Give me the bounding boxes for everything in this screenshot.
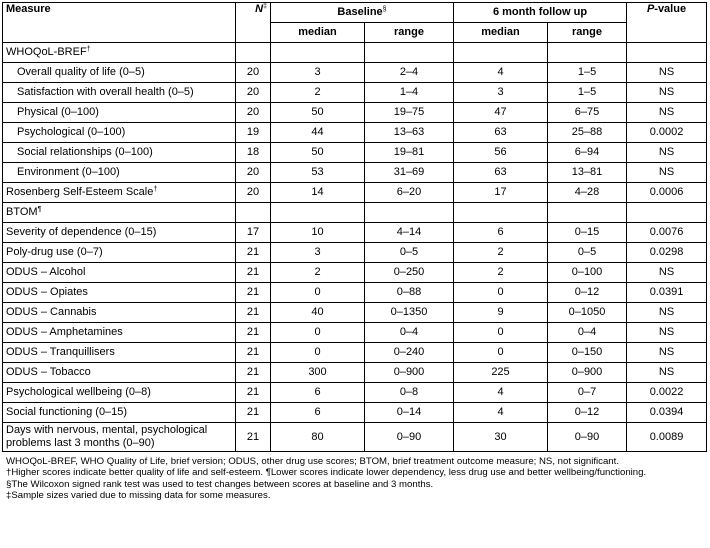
p-value-cell: 0.0002 (627, 123, 707, 143)
measure-cell (3, 163, 236, 183)
footnotes (2, 456, 706, 502)
followup-median-cell (454, 43, 548, 63)
measure-cell (3, 243, 236, 263)
measure-cell (3, 383, 236, 403)
measure-label: ODUS – Amphetamines (6, 326, 123, 338)
p-value-cell: 0.0089 (627, 423, 707, 452)
p-value-header-italic: P (646, 3, 655, 15)
p-value-cell: NS (627, 143, 707, 163)
baseline-median-cell: 0 (271, 323, 365, 343)
n-cell (236, 43, 271, 63)
baseline-median-cell: 10 (271, 223, 365, 243)
baseline-median-header: median (271, 23, 365, 43)
baseline-range-cell: 0–90 (365, 423, 454, 452)
header-row-1 (3, 3, 707, 23)
baseline-median-cell: 6 (271, 383, 365, 403)
n-cell: 21 (236, 303, 271, 323)
followup-median-cell: 63 (454, 123, 548, 143)
followup-range-cell: 4–28 (548, 183, 627, 203)
measure-cell (3, 183, 236, 203)
baseline-range-cell: 13–63 (365, 123, 454, 143)
baseline-range-cell: 1–4 (365, 83, 454, 103)
baseline-median-cell: 3 (271, 243, 365, 263)
followup-range-cell: 13–81 (548, 163, 627, 183)
n-cell: 19 (236, 123, 271, 143)
n-cell: 20 (236, 163, 271, 183)
baseline-range-cell: 0–250 (365, 263, 454, 283)
footnote-line: §The Wilcoxon signed rank test was used to test changes between scores at baseline and 3 months. (6, 478, 434, 490)
p-value-header (627, 3, 707, 43)
measure-cell (3, 43, 236, 63)
p-value-cell: 0.0022 (627, 383, 707, 403)
measure-label: Social functioning (0–15) (6, 406, 128, 418)
followup-range-cell: 6–94 (548, 143, 627, 163)
followup-median-cell: 4 (454, 403, 548, 423)
p-value-header-rest: -value (654, 3, 687, 15)
followup-range-cell: 0–150 (548, 343, 627, 363)
section-row (3, 43, 707, 63)
measure-cell (3, 223, 236, 243)
n-cell: 20 (236, 103, 271, 123)
measure-label: WHOQoL-BREF (6, 46, 87, 58)
table-row (3, 243, 707, 263)
followup-range-cell: 0–12 (548, 403, 627, 423)
measure-label: Days with nervous, mental, psychological problems last 3 months (0–90) (6, 424, 208, 449)
measure-cell (3, 423, 236, 452)
n-cell: 21 (236, 363, 271, 383)
p-value-cell: 0.0076 (627, 223, 707, 243)
followup-median-cell: 56 (454, 143, 548, 163)
followup-range-cell: 25–88 (548, 123, 627, 143)
table-row (3, 303, 707, 323)
measure-label: Rosenberg Self-Esteem Scale (6, 186, 154, 198)
followup-median-cell (454, 203, 548, 223)
measure-cell (3, 283, 236, 303)
measure-label: Physical (0–100) (17, 106, 99, 118)
followup-range-cell (548, 43, 627, 63)
baseline-range-cell: 0–240 (365, 343, 454, 363)
measure-label: ODUS – Opiates (6, 286, 88, 298)
followup-range-header: range (548, 23, 627, 43)
n-cell: 17 (236, 223, 271, 243)
followup-median-cell: 17 (454, 183, 548, 203)
results-table (2, 2, 707, 452)
baseline-range-cell: 0–1350 (365, 303, 454, 323)
followup-range-cell (548, 203, 627, 223)
p-value-cell: 0.0298 (627, 243, 707, 263)
baseline-range-cell: 31–69 (365, 163, 454, 183)
baseline-header-label: Baseline (337, 6, 383, 18)
measure-cell (3, 303, 236, 323)
p-value-cell: NS (627, 363, 707, 383)
baseline-median-cell: 14 (271, 183, 365, 203)
table-row (3, 183, 707, 203)
table-row (3, 163, 707, 183)
table-row (3, 103, 707, 123)
section-row (3, 203, 707, 223)
p-value-cell: 0.0391 (627, 283, 707, 303)
measure-label: Satisfaction with overall health (0–5) (17, 86, 194, 98)
footnote-line: WHOQoL-BREF, WHO Quality of Life, brief version; ODUS, other drug use scores; BTOM, brief treatment outcome measure; NS, not significant. (6, 456, 619, 467)
table-row (3, 343, 707, 363)
p-value-cell (627, 43, 707, 63)
baseline-header-mark: § (382, 6, 387, 13)
baseline-median-cell: 2 (271, 83, 365, 103)
baseline-median-cell: 50 (271, 103, 365, 123)
measure-cell (3, 123, 236, 143)
p-value-cell: NS (627, 263, 707, 283)
table-row (3, 423, 707, 452)
followup-median-cell: 0 (454, 343, 548, 363)
baseline-median-cell: 2 (271, 263, 365, 283)
measure-cell (3, 143, 236, 163)
baseline-range-cell: 0–5 (365, 243, 454, 263)
baseline-range-cell: 0–88 (365, 283, 454, 303)
n-cell: 21 (236, 243, 271, 263)
n-cell: 21 (236, 263, 271, 283)
p-value-cell: NS (627, 323, 707, 343)
p-value-cell: 0.0006 (627, 183, 707, 203)
p-value-cell: NS (627, 103, 707, 123)
measure-label: ODUS – Alcohol (6, 266, 86, 278)
measure-cell (3, 343, 236, 363)
baseline-median-cell: 44 (271, 123, 365, 143)
n-cell: 21 (236, 403, 271, 423)
baseline-range-cell: 0–900 (365, 363, 454, 383)
p-value-cell: NS (627, 343, 707, 363)
baseline-median-cell: 50 (271, 143, 365, 163)
baseline-median-cell (271, 43, 365, 63)
table-row (3, 403, 707, 423)
table-row (3, 323, 707, 343)
followup-median-cell: 30 (454, 423, 548, 452)
p-value-cell: NS (627, 83, 707, 103)
followup-median-header: median (454, 23, 548, 43)
baseline-range-cell: 0–8 (365, 383, 454, 403)
followup-median-cell: 3 (454, 83, 548, 103)
table-row (3, 223, 707, 243)
n-cell: 21 (236, 283, 271, 303)
measure-label: Psychological (0–100) (17, 126, 126, 138)
followup-range-cell: 1–5 (548, 83, 627, 103)
followup-range-cell: 6–75 (548, 103, 627, 123)
table-body (3, 43, 707, 452)
followup-median-cell: 63 (454, 163, 548, 183)
followup-median-cell: 6 (454, 223, 548, 243)
n-cell (236, 203, 271, 223)
table-row (3, 363, 707, 383)
measure-cell (3, 403, 236, 423)
followup-range-cell: 0–90 (548, 423, 627, 452)
measure-cell (3, 263, 236, 283)
baseline-range-header: range (365, 23, 454, 43)
measure-label: BTOM (6, 206, 38, 218)
followup-median-cell: 225 (454, 363, 548, 383)
table-row (3, 63, 707, 83)
n-cell: 21 (236, 343, 271, 363)
footnote-mark: † (86, 46, 91, 53)
measure-label: ODUS – Tranquillisers (6, 346, 115, 358)
p-value-cell (627, 203, 707, 223)
baseline-median-cell: 3 (271, 63, 365, 83)
followup-range-cell: 0–12 (548, 283, 627, 303)
followup-median-cell: 2 (454, 263, 548, 283)
followup-median-cell: 0 (454, 323, 548, 343)
baseline-median-cell: 80 (271, 423, 365, 452)
followup-range-cell: 0–900 (548, 363, 627, 383)
measure-label: Poly-drug use (0–7) (6, 246, 103, 258)
n-cell: 18 (236, 143, 271, 163)
footnote-mark: † (153, 186, 158, 193)
n-cell: 20 (236, 183, 271, 203)
baseline-range-cell: 19–75 (365, 103, 454, 123)
baseline-range-cell: 6–20 (365, 183, 454, 203)
measure-cell (3, 203, 236, 223)
measure-cell (3, 83, 236, 103)
n-header-mark: ‡ (263, 3, 267, 10)
measure-cell (3, 63, 236, 83)
n-cell: 20 (236, 83, 271, 103)
measure-label: ODUS – Tobacco (6, 366, 91, 378)
baseline-range-cell: 4–14 (365, 223, 454, 243)
measure-label: Environment (0–100) (17, 166, 120, 178)
followup-median-cell: 47 (454, 103, 548, 123)
followup-median-cell: 4 (454, 63, 548, 83)
p-value-cell: NS (627, 63, 707, 83)
followup-range-cell: 0–15 (548, 223, 627, 243)
table-row (3, 283, 707, 303)
followup-median-cell: 9 (454, 303, 548, 323)
followup-range-cell: 0–5 (548, 243, 627, 263)
baseline-range-cell (365, 43, 454, 63)
baseline-median-cell: 300 (271, 363, 365, 383)
followup-median-cell: 2 (454, 243, 548, 263)
baseline-median-cell (271, 203, 365, 223)
baseline-header (271, 3, 454, 23)
n-header (236, 3, 271, 43)
p-value-cell: NS (627, 163, 707, 183)
table-container (2, 2, 706, 502)
followup-range-cell: 0–4 (548, 323, 627, 343)
footnote-mark: ¶ (37, 206, 42, 213)
n-cell: 21 (236, 383, 271, 403)
n-header-label: N (255, 3, 264, 15)
followup-median-cell: 4 (454, 383, 548, 403)
n-cell: 21 (236, 323, 271, 343)
measure-label: Overall quality of life (0–5) (17, 66, 145, 78)
followup-range-cell: 0–1050 (548, 303, 627, 323)
measure-label: ODUS – Cannabis (6, 306, 97, 318)
baseline-median-cell: 0 (271, 283, 365, 303)
table-row (3, 83, 707, 103)
baseline-range-cell: 0–4 (365, 323, 454, 343)
measure-cell (3, 103, 236, 123)
p-value-cell: NS (627, 303, 707, 323)
followup-header: 6 month follow up (454, 3, 627, 23)
baseline-median-cell: 40 (271, 303, 365, 323)
baseline-range-cell: 0–14 (365, 403, 454, 423)
table-row (3, 383, 707, 403)
baseline-range-cell: 19–81 (365, 143, 454, 163)
footnote-line: ‡Sample sizes varied due to missing data for some measures. (6, 490, 271, 502)
followup-range-cell: 1–5 (548, 63, 627, 83)
table-row (3, 123, 707, 143)
measure-label: Psychological wellbeing (0–8) (6, 386, 151, 398)
baseline-median-cell: 53 (271, 163, 365, 183)
table-row (3, 143, 707, 163)
baseline-range-cell (365, 203, 454, 223)
measure-cell (3, 323, 236, 343)
n-cell: 20 (236, 63, 271, 83)
table-row (3, 263, 707, 283)
followup-range-cell: 0–100 (548, 263, 627, 283)
baseline-median-cell: 6 (271, 403, 365, 423)
measure-label: Social relationships (0–100) (17, 146, 153, 158)
baseline-median-cell: 0 (271, 343, 365, 363)
footnote-line: †Higher scores indicate better quality of life and self-esteem. ¶Lower scores indicate lower dependency, less drug use and better wellbeing/functioning. (6, 467, 647, 479)
measure-header: Measure (3, 3, 236, 43)
measure-cell (3, 363, 236, 383)
measure-label: Severity of dependence (0–15) (6, 226, 157, 238)
followup-range-cell: 0–7 (548, 383, 627, 403)
followup-median-cell: 0 (454, 283, 548, 303)
p-value-cell: 0.0394 (627, 403, 707, 423)
n-cell: 21 (236, 423, 271, 452)
baseline-range-cell: 2–4 (365, 63, 454, 83)
